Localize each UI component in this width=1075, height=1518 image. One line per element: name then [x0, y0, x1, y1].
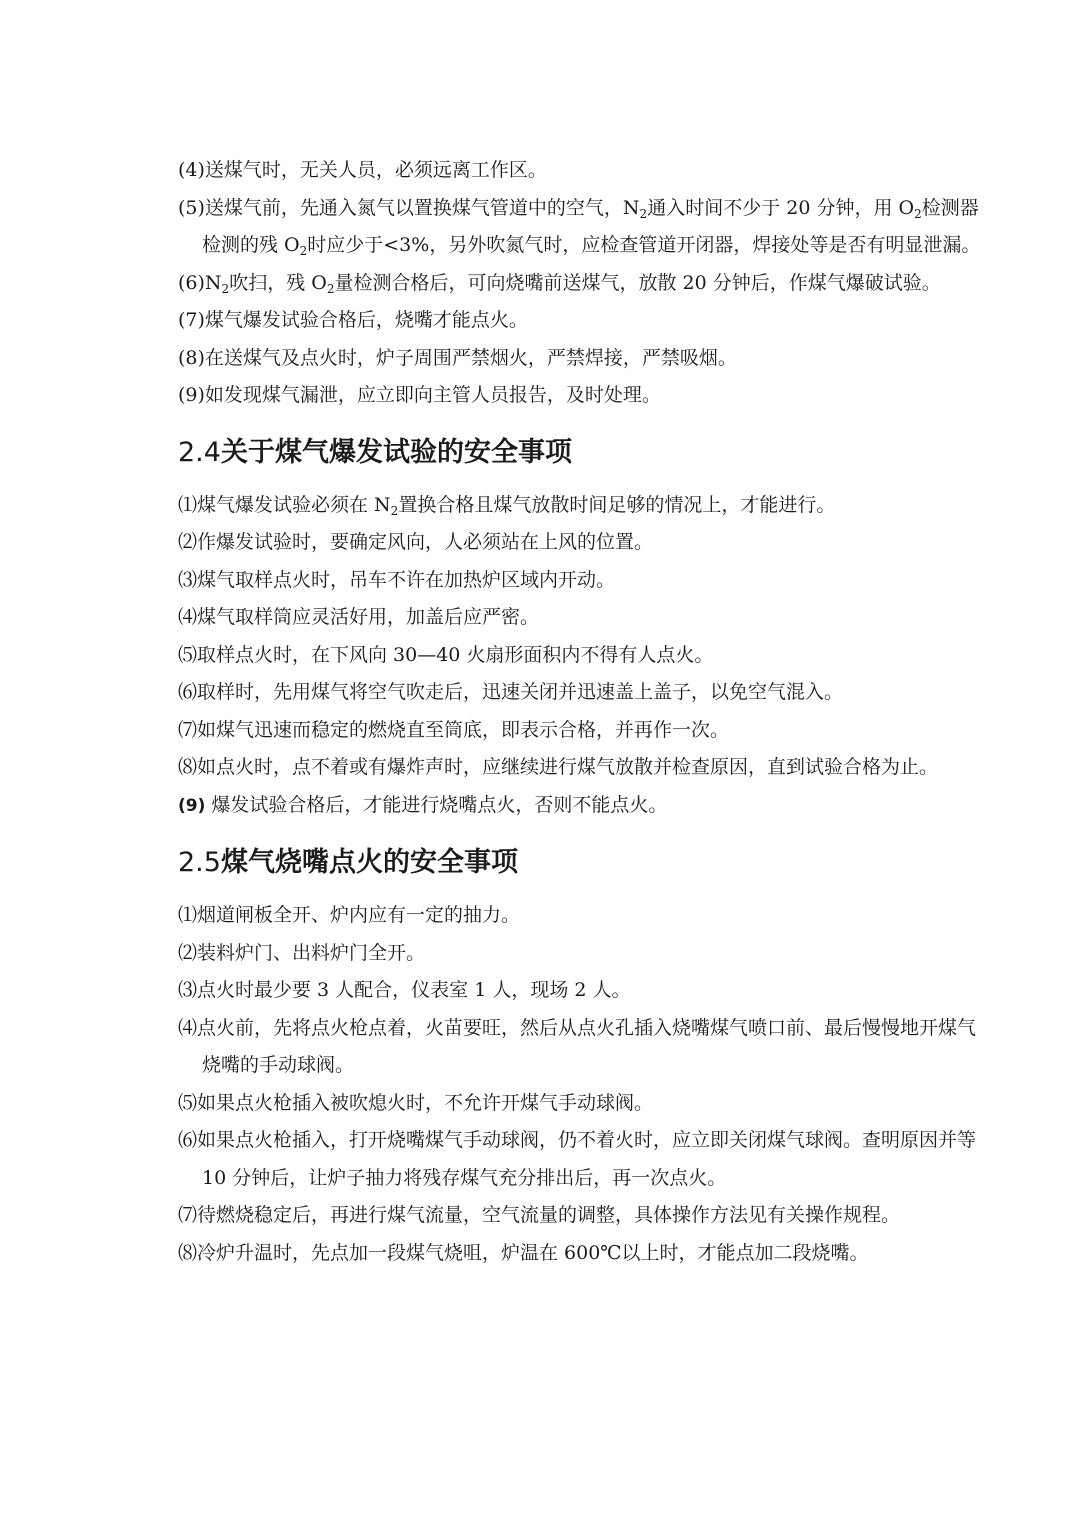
item-text: ⑷点火前，先将点火枪点着，火苗要旺，然后从点火孔插入烧嘴煤气喷口前、最后慢慢地开煤气烧嘴的手动球阀。	[178, 1016, 977, 1076]
section-title: 煤气烧嘴点火的安全事项	[220, 847, 518, 878]
item-text: ⑸取样点火时，在下风向 30—40 火扇形面积内不得有人点火。	[178, 643, 714, 666]
list-item	[178, 302, 990, 340]
item-text: (9)如发现煤气漏泄，应立即向主管人员报告，及时处理。	[178, 384, 661, 406]
item-text: (8)在送煤气及点火时，炉子周围严禁烟火，严禁焊接，严禁吸烟。	[178, 346, 737, 369]
list-item	[178, 562, 990, 600]
section-number: 2.4	[178, 436, 221, 468]
item-text: (6)N	[178, 271, 222, 294]
item-text: ⑻如点火时，点不着或有爆炸声时，应继续进行煤气放散并检查原因，直到试验合格为止。	[178, 756, 939, 778]
item-text: ⑴煤气爆发试验必须在 N	[178, 493, 391, 516]
item-text: (4)送煤气时，无关人员，必须远离工作区。	[178, 159, 547, 181]
list-prev-section	[178, 152, 990, 415]
section-title: 关于煤气爆发试验的安全事项	[220, 436, 572, 468]
list-item	[178, 897, 990, 935]
subscript: 2	[390, 503, 399, 518]
list-item	[178, 377, 990, 415]
item-text: ⑵装料炉门、出料炉门全开。	[178, 941, 426, 964]
item-text: ⑹如果点火枪插入，打开烧嘴煤气手动球阀，仍不着火时，应立即关闭煤气球阀。查明原因并等 10 分钟后，让炉子抽力将残存煤气充分排出后，再一次点火。	[178, 1129, 977, 1189]
list-item	[178, 712, 990, 750]
list-item	[178, 749, 990, 787]
list-item	[178, 787, 990, 826]
list-item	[178, 599, 990, 637]
item-text: ⑺如煤气迅速而稳定的燃烧直至筒底，即表示合格，并再作一次。	[178, 718, 730, 741]
item-text: 吹扫，残 O	[229, 271, 327, 294]
list-section-2-4	[178, 487, 990, 826]
item-text: 爆发试验合格后，才能进行烧嘴点火，否则不能点火。	[205, 793, 668, 816]
subscript: 2	[914, 206, 922, 221]
subscript: 2	[639, 206, 648, 221]
item-text: 时应少于<3%，另外吹氮气时，应检查管道开闭器，焊接处等是否有明显泄漏。	[307, 234, 981, 256]
item-text: 通入时间不少于 20 分钟，用 O	[647, 196, 915, 219]
subscript: 2	[326, 281, 335, 296]
subscript: 2	[221, 281, 230, 296]
item-text: 置换合格且煤气放散时间足够的情况上，才能进行。	[398, 493, 836, 516]
item-text: (7)煤气爆发试验合格后，烧嘴才能点火。	[178, 309, 528, 331]
list-section-2-5	[178, 897, 990, 1272]
list-item	[178, 265, 990, 303]
item-text: 检测器检测的残 O	[202, 196, 979, 256]
document-body	[178, 152, 990, 1272]
list-item	[178, 972, 990, 1010]
item-text: ⑶煤气取样点火时，吊车不许在加热炉区域内开动。	[178, 568, 616, 591]
subscript: 2	[299, 244, 308, 258]
list-item	[178, 1010, 990, 1085]
item-text: ⑻冷炉升温时，先点加一段煤气烧咀，炉温在 600℃以上时，才能点加二段烧嘴。	[178, 1241, 869, 1264]
section-2-4-heading	[178, 433, 990, 473]
list-item	[178, 487, 990, 525]
list-item	[178, 1197, 990, 1235]
item-text: ⑴烟道闸板全开、炉内应有一定的抽力。	[178, 904, 521, 926]
item-text: ⑸如果点火枪插入被吹熄火时，不允许开煤气手动球阀。	[178, 1091, 654, 1114]
list-item	[178, 1235, 990, 1273]
list-item	[178, 1085, 990, 1123]
section-number: 2.5	[178, 847, 221, 878]
item-text: ⑺待燃烧稳定后，再进行煤气流量，空气流量的调整，具体操作方法见有关操作规程。	[178, 1204, 901, 1226]
list-item	[178, 524, 990, 562]
list-item	[178, 674, 990, 712]
item-text: (5)送煤气前，先通入氮气以置换煤气管道中的空气，N	[178, 196, 640, 219]
item-text: ⑹取样时，先用煤气将空气吹走后，迅速关闭并迅速盖上盖子，以免空气混入。	[178, 681, 844, 703]
item-text: ⑵作爆发试验时，要确定风向，人必须站在上风的位置。	[178, 531, 654, 553]
list-item	[178, 1122, 990, 1197]
list-item	[178, 935, 990, 973]
item-number: (9)	[178, 795, 206, 816]
list-item	[178, 152, 990, 190]
item-text: 量检测合格后，可向烧嘴前送煤气，放散 20 分钟后，作煤气爆破试验。	[334, 271, 941, 294]
list-item	[178, 340, 990, 378]
item-text: ⑶点火时最少要 3 人配合，仪表室 1 人，现场 2 人。	[178, 979, 631, 1001]
item-text: ⑷煤气取样筒应灵活好用，加盖后应严密。	[178, 606, 540, 628]
list-item	[178, 637, 990, 675]
list-item	[178, 190, 990, 265]
section-2-5-heading	[178, 843, 990, 883]
